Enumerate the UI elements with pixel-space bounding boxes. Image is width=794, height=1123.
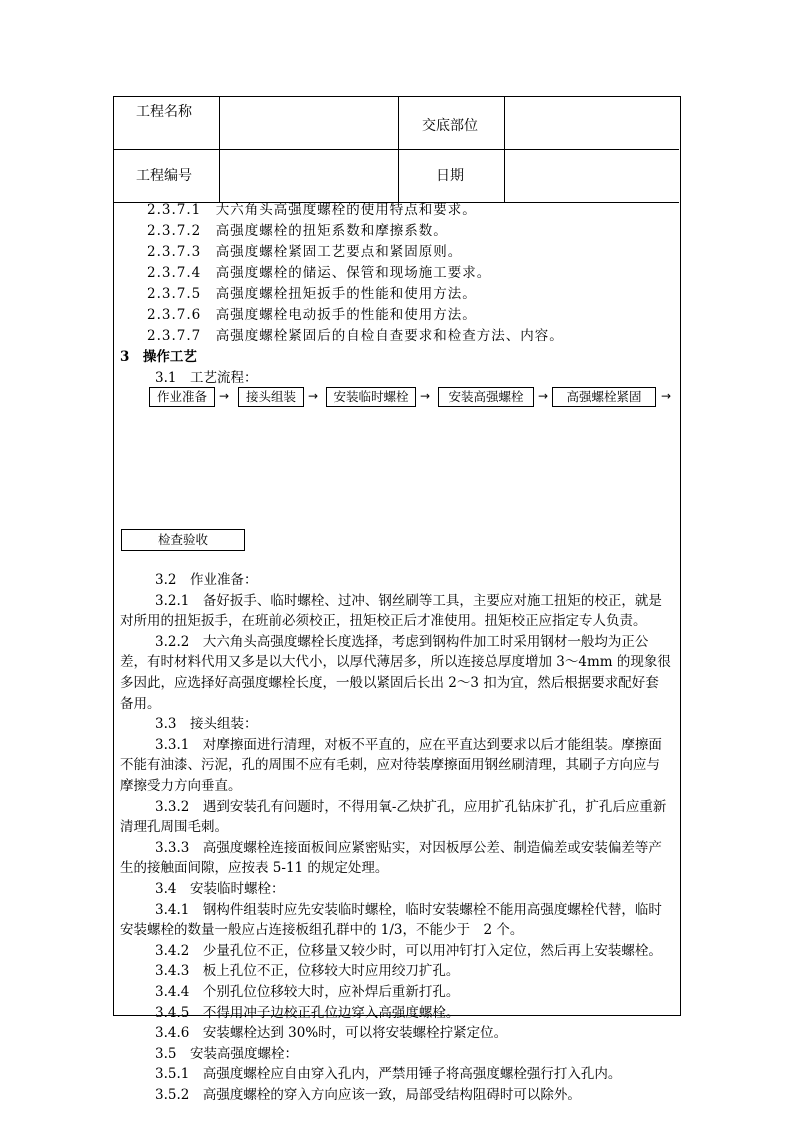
clause-2-3-7-1: 2.3.7.1 大六角头高强度螺栓的使用特点和要求。 [147, 202, 477, 218]
body-line: 3.4.5 不得用冲子边校正孔位边穿入高强度螺栓。 [155, 1004, 460, 1021]
body-line: 不能有油漆、污泥，孔的周围不应有毛刺，应对待装摩擦面用钢丝刷清理，其刷子方向应与 [120, 757, 660, 774]
flow-arrow-icon: → [308, 389, 319, 403]
flow-step-inspection: 检查验收 [121, 529, 245, 551]
header-col-divider-1 [219, 97, 220, 202]
body-line: 3.3.3 高强度螺栓连接面板间应紧密贴实，对因板厚公差、制造偏差或安装偏差等产 [155, 839, 662, 856]
flow-arrow-icon: → [661, 389, 672, 403]
body-line: 生的接触面间隙，应按表 5-11 的规定处理。 [120, 860, 389, 877]
project-no-label: 工程编号 [136, 168, 192, 184]
flow-arrow-icon: → [420, 389, 431, 403]
clause-2-3-7-7: 2.3.7.7 高强度螺栓紧固后的自检自查要求和检查方法、内容。 [147, 328, 564, 344]
body-line: 3.4.2 少量孔位不正，位移量又较少时，可以用冲钉打入定位，然后再上安装螺栓。 [155, 942, 662, 959]
flow-arrow-icon: → [219, 389, 230, 403]
body-line: 对所用的扭矩扳手，在班前必须校正，扭矩校正后才准使用。扭矩校正应指定专人负责。 [120, 613, 647, 630]
body-line: 备用。 [120, 695, 161, 712]
flow-step-temp-bolt: 安装临时螺栓 [326, 387, 416, 407]
body-line: 3.4.1 钢构件组装时应先安装临时螺栓，临时安装螺栓不能用高强度螺栓代替，临时 [155, 901, 662, 918]
body-line: 3.4.6 安装螺栓达到 30%时，可以将安装螺栓拧紧定位。 [155, 1025, 508, 1042]
body-line: 安装螺栓的数量一般应占连接板组孔群中的 1/3，不能少于 2 个。 [120, 922, 524, 939]
body-line: 3.3.1 对摩擦面进行清理，对板不平直的，应在平直达到要求以后才能组装。摩擦面 [155, 736, 662, 753]
body-line: 3.2.1 备好扳手、临时螺栓、过冲、钢丝刷等工具，主要应对施工扭矩的校正，就是 [155, 592, 662, 609]
body-line: 3.5.1 高强度螺栓应自由穿入孔内，严禁用锤子将高强度螺栓强行打入孔内。 [155, 1066, 622, 1083]
body-line: 清理孔周围毛刺。 [120, 819, 228, 836]
body-line: 多因此，应选择好高强度螺栓长度，一般以紧固后长出 2～3 扣为宜，然后根据要求配好套 [120, 675, 659, 691]
body-line: 3.3.2 遇到安装孔有问题时，不得用氧-乙炔扩孔，应用扩孔钻床扩孔，扩孔后应重新 [155, 798, 667, 815]
flow-step-joint: 接头组装 [238, 387, 304, 407]
flow-step-tighten: 高强螺栓紧固 [552, 387, 656, 407]
form-header-table [114, 97, 679, 203]
body-line: 3.2 作业准备： [155, 572, 258, 588]
date-label: 日期 [436, 168, 464, 184]
body-line: 3.5 安装高强度螺栓： [155, 1045, 298, 1062]
flow-step-prep: 作业准备 [149, 387, 215, 407]
clause-2-3-7-6: 2.3.7.6 高强度螺栓电动扳手的性能和使用方法。 [147, 307, 477, 323]
handover-part-label: 交底部位 [422, 118, 478, 134]
flow-step-hs-bolt: 安装高强螺栓 [438, 387, 534, 407]
body-line: 3.4 安装临时螺栓： [155, 881, 285, 897]
body-line: 3.2.2 大六角头高强度螺栓长度选择，考虑到钢构件加工时采用钢材一般均为正公 [155, 633, 649, 650]
clause-2-3-7-3: 2.3.7.3 高强度螺栓紧固工艺要点和紧固原则。 [147, 244, 463, 260]
body-line: 3.3 接头组装： [155, 716, 258, 733]
clause-2-3-7-4: 2.3.7.4 高强度螺栓的储运、保管和现场施工要求。 [147, 265, 492, 281]
flow-title: 3.1 工艺流程： [155, 370, 258, 386]
body-line: 3.4.3 板上孔位不正，位移较大时应用绞刀扩孔。 [155, 963, 460, 980]
clause-2-3-7-5: 2.3.7.5 高强度螺栓扭矩扳手的性能和使用方法。 [147, 286, 477, 302]
body-line: 摩擦受力方向垂直。 [120, 778, 242, 794]
clause-2-3-7-2: 2.3.7.2 高强度螺栓的扭矩系数和摩擦系数。 [147, 223, 448, 239]
header-col-divider-2 [398, 97, 399, 202]
header-col-divider-3 [504, 97, 505, 202]
section-3-title: 3 操作工艺 [120, 349, 197, 365]
disclosure-form [113, 96, 681, 1103]
body-line: 3.5.2 高强度螺栓的穿入方向应该一致，局部受结构阻碍时可以除外。 [155, 1087, 581, 1103]
body-line: 差，有时材料代用又多是以大代小，以厚代薄居多，所以连接总厚度增加 3～4mm 的现象很 [120, 654, 671, 671]
header-row-divider [114, 149, 679, 150]
body-line: 3.4.4 个别孔位位移较大时，应补焊后重新打孔。 [155, 984, 460, 1000]
project-name-label: 工程名称 [136, 104, 192, 120]
flow-arrow-icon: → [538, 389, 549, 403]
